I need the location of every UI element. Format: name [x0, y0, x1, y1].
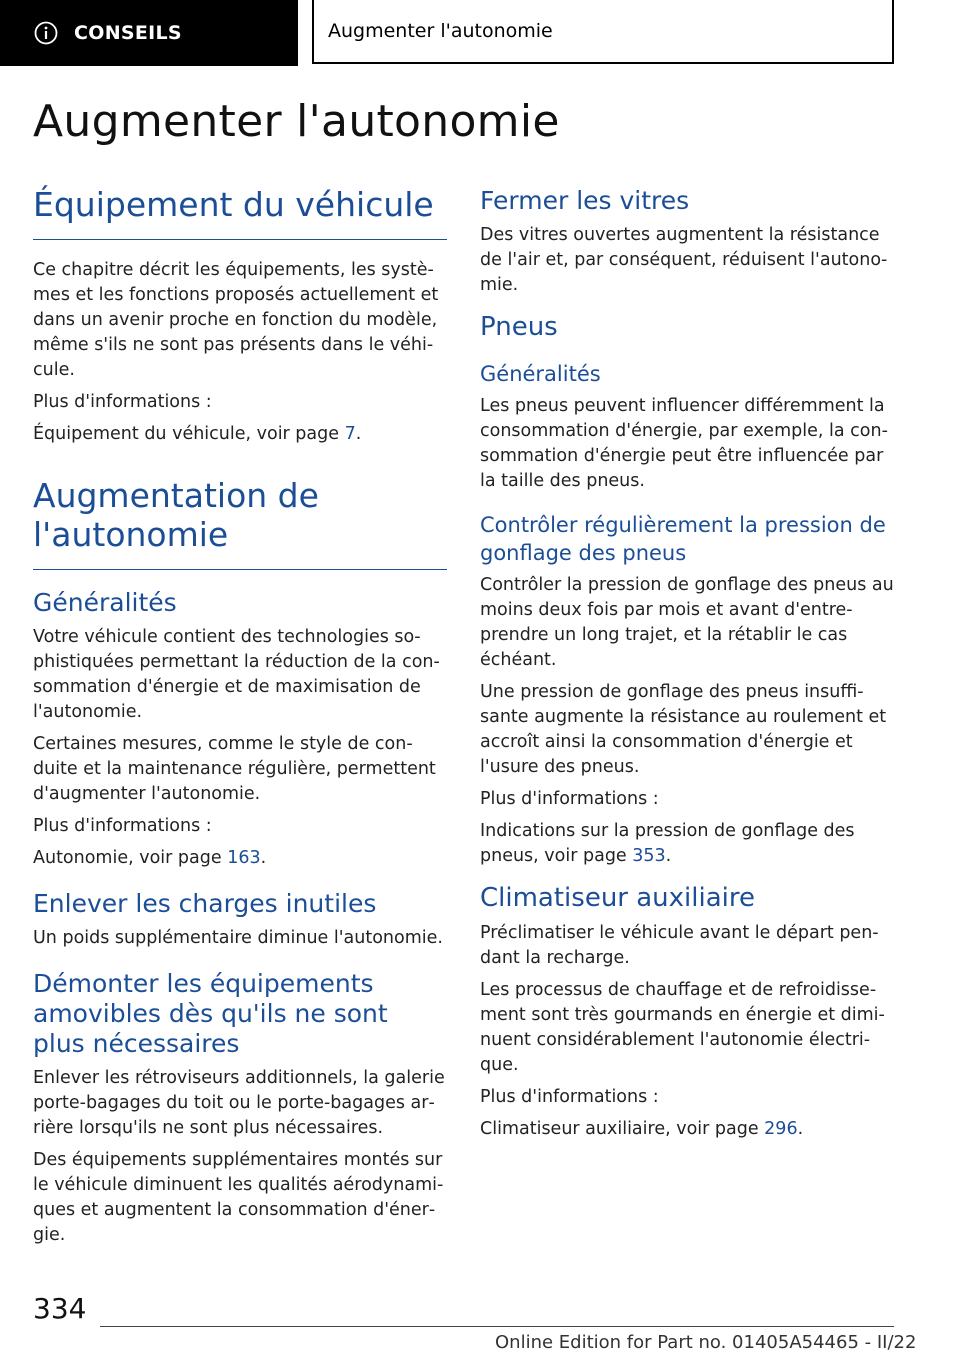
right-column: [480, 186, 894, 1149]
left-column: [33, 186, 447, 1255]
subsection-heading: Démonter les équipements amovibles dès qu'ils ne sont plus nécessaires: [33, 968, 388, 1058]
reference-text: Indications sur la pression de gonflage des pneus, voir page: [480, 821, 855, 867]
reference-text: Climatiseur auxiliaire, voir page: [480, 1119, 765, 1140]
reference-paragraph: Équipement du véhicule, voir page 7.: [33, 423, 362, 444]
paragraph: Votre véhicule contient des technologies sophistiquées permettant la réduction de la consommation d'énergie et de maximisation de l'autonomie.: [33, 626, 440, 722]
minor-heading: Contrôler régulièrement la pression de gonflage des pneus: [480, 513, 886, 565]
paragraph: Un poids supplémentaire diminue l'autonomie.: [33, 927, 443, 948]
reference-paragraph: Indications sur la pression de gonflage des pneus, voir page 353.: [480, 821, 855, 867]
info-icon: [34, 21, 58, 45]
paragraph: Plus d'informations :: [480, 789, 659, 810]
paragraph: Plus d'informations :: [33, 391, 212, 412]
paragraph: Certaines mesures, comme le style de conduite et la maintenance régulière, permettent d'augmenter l'autonomie.: [33, 733, 436, 804]
paragraph: Enlever les rétroviseurs additionnels, la galerie porte-bagages du toit ou le porte-bagages arrière lorsqu'ils ne sont plus nécessaires.: [33, 1067, 445, 1138]
section-label: CONSEILS: [74, 22, 182, 44]
minor-heading: Généralités: [480, 362, 601, 387]
paragraph: Plus d'informations :: [480, 1087, 659, 1108]
subsection-heading: Pneus: [480, 312, 558, 342]
subsection-heading: Enlever les charges inutiles: [33, 888, 377, 918]
page-header: [0, 0, 960, 66]
reference-text: Autonomie, voir page: [33, 847, 228, 868]
page-link[interactable]: 353: [632, 846, 666, 867]
reference-text: Équipement du véhicule, voir page: [33, 423, 345, 444]
paragraph: Les processus de chauffage et de refroidissement sont très gourmands en énergie et diminuent considérablement l'autonomie électrique.: [480, 980, 885, 1076]
section-tab[interactable]: [0, 0, 298, 66]
page-number: 334: [33, 1292, 87, 1325]
subsection-heading: Fermer les vitres: [480, 186, 690, 215]
section-heading: Augmentation de l'autonomie: [33, 477, 447, 570]
paragraph: Des équipements supplémentaires montés sur le véhicule diminuent les qualités aérodynamiques et augmentent la consommation d'énergie.: [33, 1149, 444, 1245]
subsection-heading: Climatiseur auxiliaire: [480, 883, 755, 914]
reference-paragraph: Climatiseur auxiliaire, voir page 296.: [480, 1119, 804, 1140]
breadcrumb: Augmenter l'autonomie: [312, 0, 894, 64]
paragraph: Une pression de gonflage des pneus insuffisante augmente la résistance au roulement et accroît ainsi la consommation d'énergie et l'usure des pneus.: [480, 682, 887, 778]
page-link[interactable]: 296: [764, 1119, 798, 1140]
paragraph: Plus d'informations :: [33, 815, 212, 836]
paragraph: Contrôler la pression de gonflage des pneus au moins deux fois par mois et avant d'entreprendre un long trajet, et la rétablir le cas échéant.: [480, 575, 894, 671]
footer-divider: [100, 1326, 894, 1327]
edition-note: Online Edition for Part no. 01405A54465 - II/22: [495, 1332, 917, 1353]
page-link[interactable]: 7: [344, 423, 356, 444]
reference-paragraph: Autonomie, voir page 163.: [33, 847, 267, 868]
paragraph: Préclimatiser le véhicule avant le départ pendant la recharge.: [480, 923, 879, 969]
subsection-heading: Généralités: [33, 587, 177, 617]
section-heading: Équipement du véhicule: [33, 186, 447, 240]
page-title: Augmenter l'autonomie: [33, 96, 560, 147]
page-link[interactable]: 163: [227, 847, 261, 868]
paragraph: Ce chapitre décrit les équipements, les systèmes et les fonctions proposés actuellement et dans un avenir proche en fonction du modèle, même s'ils ne sont pas présents dans le véhicule.: [33, 259, 439, 380]
paragraph: Des vitres ouvertes augmentent la résistance de l'air et, par conséquent, réduisent l'autonomie.: [480, 225, 888, 295]
paragraph: Les pneus peuvent influencer différemment la consommation d'énergie, par exemple, la consommation d'énergie peut être influencée par la taille des pneus.: [480, 396, 888, 492]
